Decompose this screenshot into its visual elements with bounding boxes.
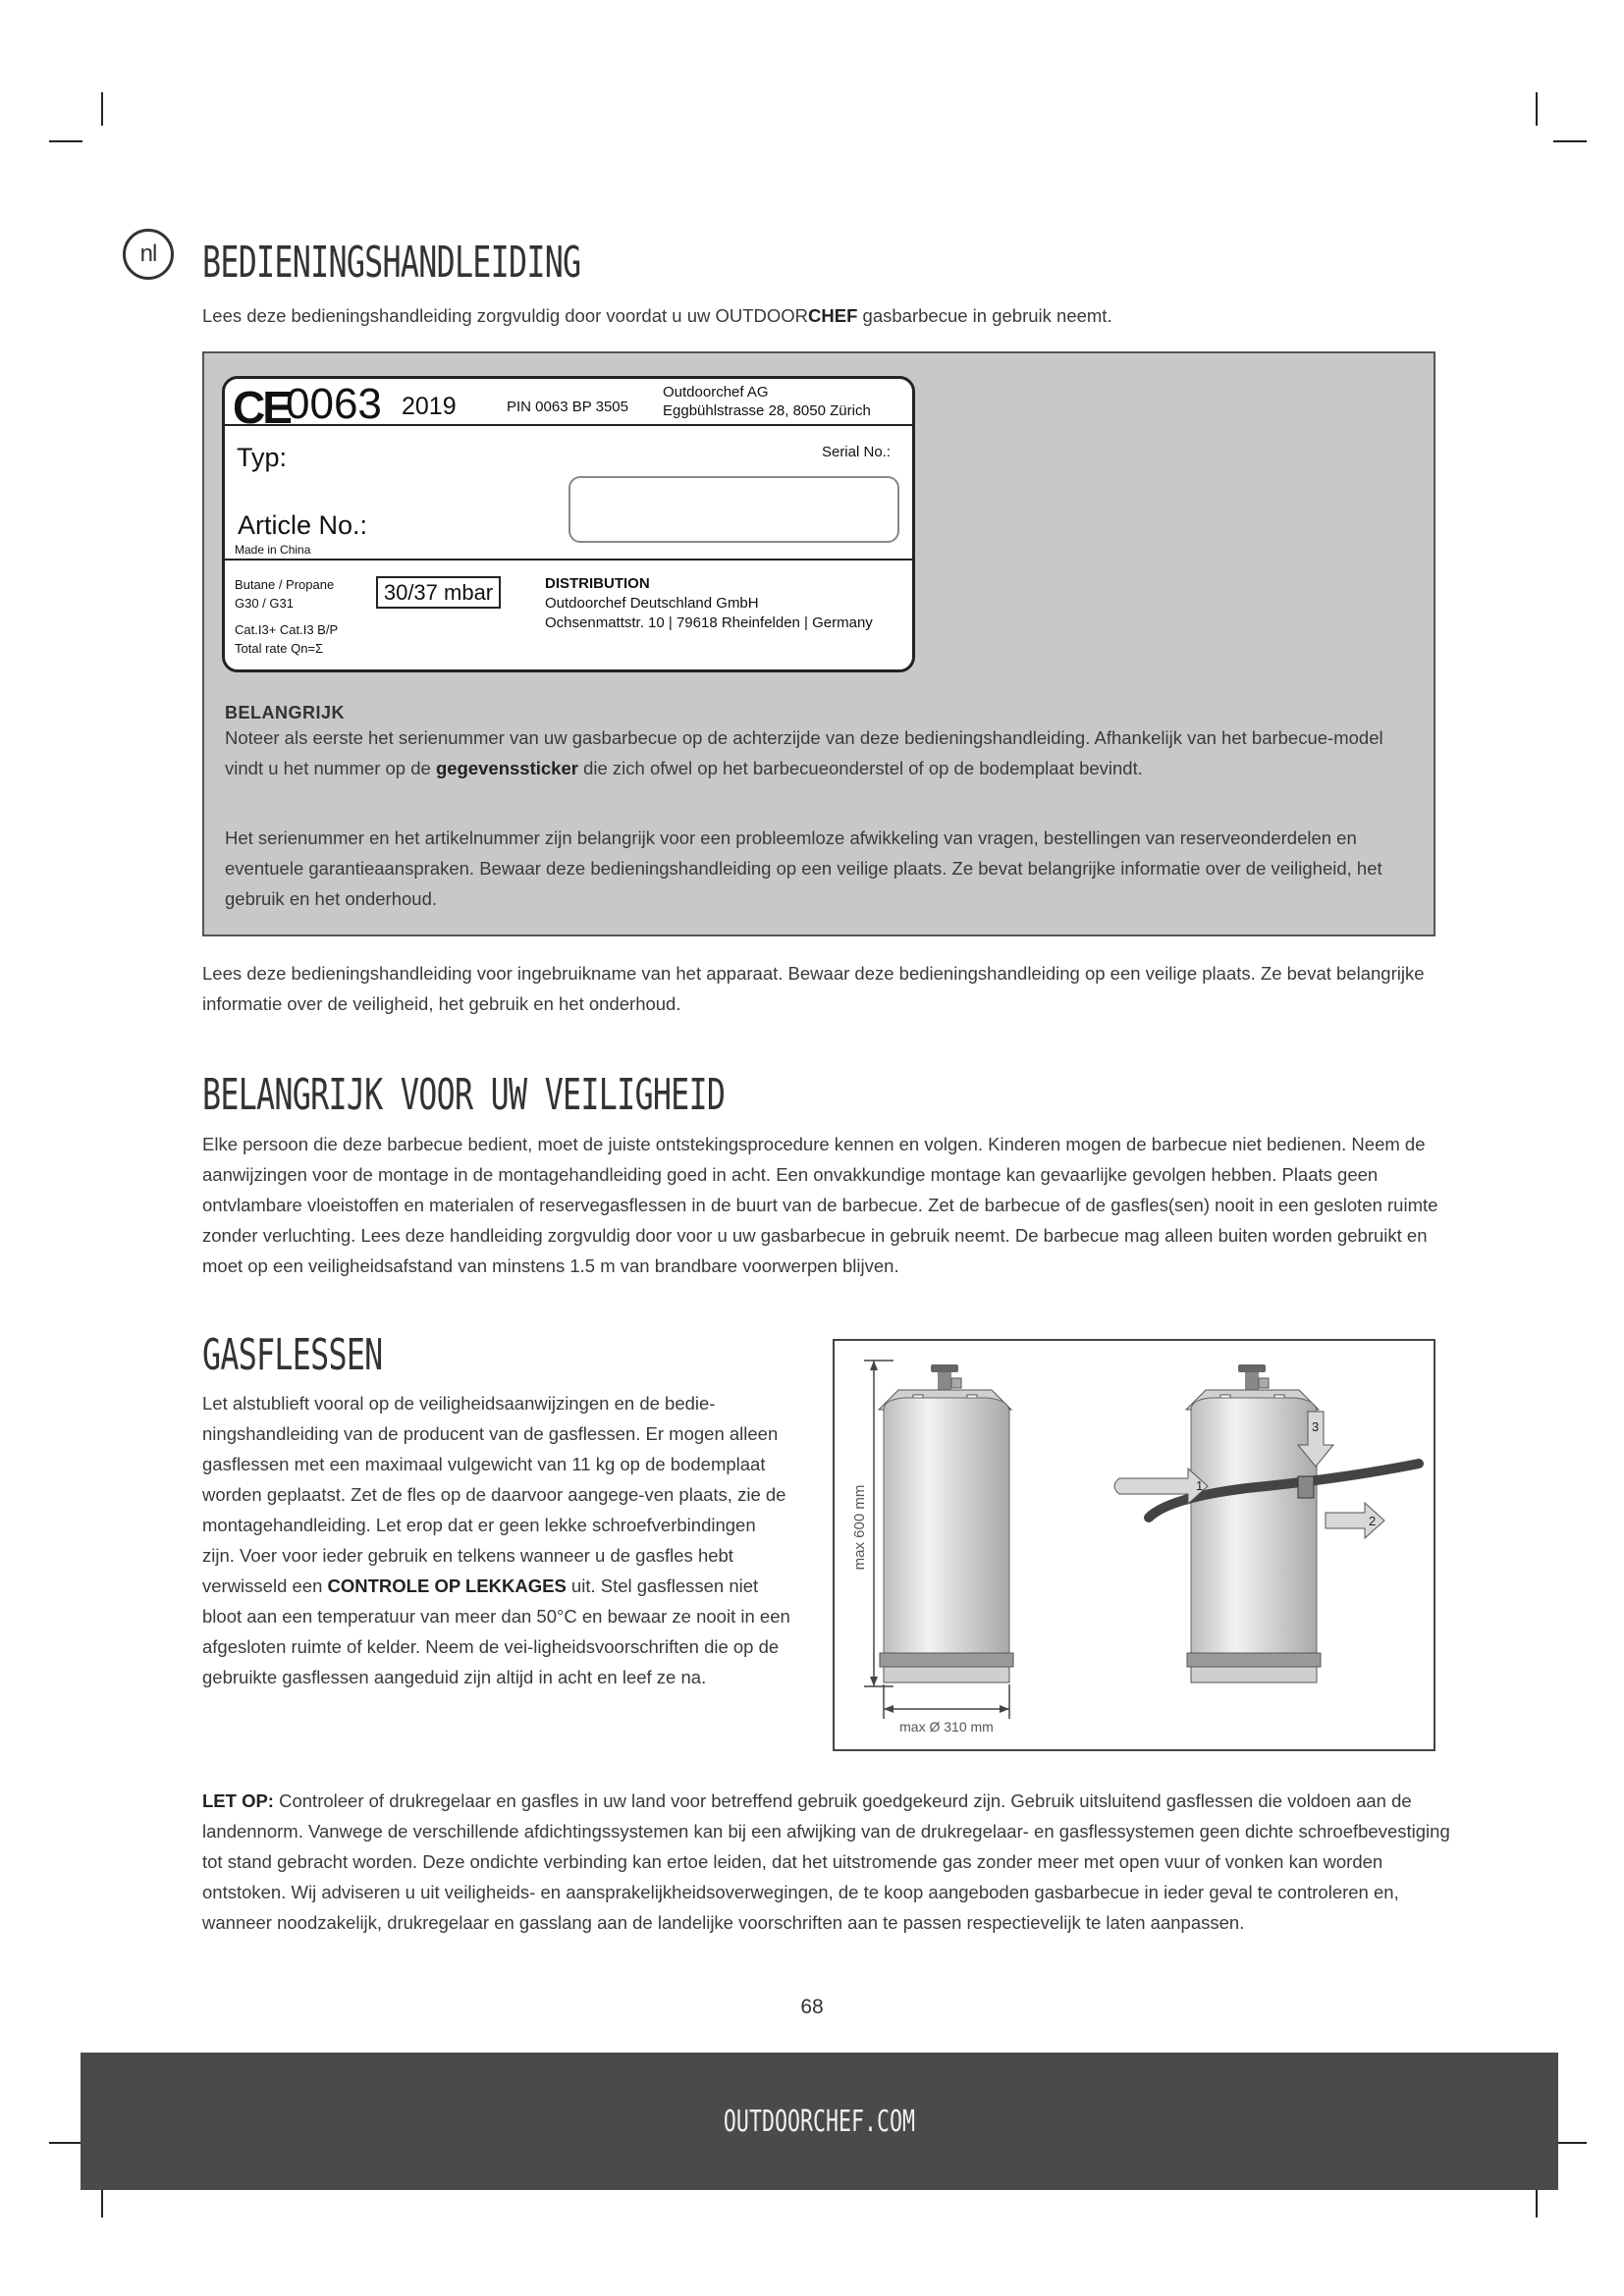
- read-manual-text: Lees deze bedieningshandleiding voor ingebruikname van het apparaat. Bewaar deze bedieningshandleiding op een veilige plaats. Ze bevat belangrijke informatie over de veiligheid, het gebruik en het onderhoud.: [202, 963, 1425, 1014]
- made-in: Made in China: [235, 543, 311, 557]
- crop-mark: [49, 140, 82, 142]
- important-paragraph-2: Het serienummer en het artikelnummer zijn belangrijk voor een probleemloze afwikkeling van vragen, bestellingen van reserveonderdelen en eventuele garantieaanspraken. Bewaar deze bedieningshandleiding op een veilige plaats. Ze bevat belangrijke informatie over de veiligheid, het gebruik en het onderhoud.: [225, 828, 1382, 909]
- serial-number-field: [568, 476, 899, 543]
- safety-text: Elke persoon die deze barbecue bedient, moet de juiste ontstekingsprocedure kennen en volgen. Kinderen mogen de barbecue niet bedienen. Neem de aanwijzingen voor de montage in de montagehandleiding goed in acht. Een onvakkundige montage kan gevaarlijke gevolgen hebben. Plaats geen ontvlambare vloeistoffen en materialen of reservegasflessen in de buurt van de barbecue. Zet de barbecue of de gasfles(sen) nooit in een gesloten ruimte zonder verluchting. Lees deze handleiding zorgvuldig door voor u uw gasbarbecue in gebruik neemt. De barbecue mag alleen buiten worden gebruikt en moet op een veiligheidsafstand van minstens 1.5 m van brandbare voorwerpen blijven.: [202, 1134, 1438, 1276]
- category: Cat.I3+ Cat.I3 B/P: [235, 622, 339, 637]
- crop-mark: [101, 92, 103, 126]
- distribution-address: Ochsenmattstr. 10 | 79618 Rheinfelden | Germany: [545, 614, 873, 631]
- step-3: 3: [1312, 1419, 1320, 1434]
- label-divider: [225, 559, 912, 561]
- gas-bottle-right: [1114, 1364, 1419, 1682]
- important-paragraph-1: Noteer als eerste het serienummer van uw gasbarbecue op de achterzijde van deze bedieningshandleiding. Afhankelijk van het barbecue-model vindt u het nummer op de gegevenssticker die zich ofwel op het barbecueonderstel of op de bodemplaat bevindt.: [225, 727, 1383, 778]
- page-title: BEDIENINGSHANDLEIDING: [202, 238, 581, 288]
- gas-bottle-illustration: [835, 1341, 1434, 1749]
- label-year: 2019: [402, 393, 457, 420]
- crop-mark: [49, 2142, 82, 2144]
- gas-type: Butane / Propane: [235, 577, 335, 592]
- safety-heading: BELANGRIJK VOOR UW VEILIGHEID: [202, 1070, 726, 1120]
- manufacturer-name: Outdoorchef AG: [663, 384, 769, 400]
- page-number: 68: [800, 1996, 824, 2018]
- gas-bottles-heading: GASFLESSEN: [202, 1330, 383, 1380]
- language-badge: [123, 229, 174, 280]
- gas-category: [235, 620, 338, 658]
- footer-url: OUTDOORCHEF.COM: [723, 2104, 916, 2139]
- distribution-name: Outdoorchef Deutschland GmbH: [545, 595, 759, 612]
- gas-bottle-left: [879, 1364, 1013, 1682]
- pressure-box: 30/37 mbar: [376, 576, 501, 609]
- typ-label: Typ:: [237, 443, 288, 472]
- label-pin: PIN 0063 BP 3505: [507, 399, 628, 415]
- gas-bottle-figure: [833, 1339, 1435, 1751]
- step-1: 1: [1196, 1478, 1204, 1493]
- diameter-label: max Ø 310 mm: [899, 1719, 994, 1735]
- diameter-dimension: [884, 1684, 1009, 1735]
- total-rate: Total rate Qn=Σ: [235, 641, 324, 656]
- distribution: [545, 574, 873, 633]
- serial-label: Serial No.:: [821, 444, 891, 460]
- language-code: nl: [139, 240, 157, 267]
- gas-bottles-text: Let alstublieft vooral op de veiligheidsaanwijzingen en de bedie-ningshandleiding van de producent van de gasflessen. Er mogen alleen gasflessen met een maximaal vulgewicht van 11 kg op de bodemplaat worden geplaatst. Zet de fles op de daarvoor aangege-ven plaats, zie de montagehandleiding. Let erop dat er geen lekke schroefverbindingen zijn. Voer voor ieder gebruik en telkens wanneer u de gasfles hebt verwisseld een CONTROLE OP LEKKAGES uit. Stel gasflessen niet bloot aan een temperatuur van meer dan 50°C en bewaar ze nooit in een afgesloten ruimte of kelder. Neem de vei-ligheidsvoorschriften die op de gebruikte gasflessen aangeduid zijn altijd in acht en leef ze na.: [202, 1393, 790, 1687]
- manufacturer: [663, 383, 871, 420]
- article-label: Article No.:: [238, 510, 368, 540]
- important-title: BELANGRIJK: [225, 703, 346, 722]
- ce-mark: CE: [233, 382, 290, 433]
- ce-number: 0063: [286, 380, 382, 428]
- height-label: max 600 mm: [851, 1484, 868, 1571]
- crop-mark: [1536, 92, 1538, 126]
- crop-mark: [1553, 140, 1587, 142]
- gas-codes: G30 / G31: [235, 596, 294, 611]
- intro-text: Lees deze bedieningshandleiding zorgvuldig door voordat u uw OUTDOORCHEF gasbarbecue in gebruik neemt.: [202, 305, 1112, 326]
- rating-label-plate: [222, 376, 915, 672]
- manufacturer-address: Eggbühlstrasse 28, 8050 Zürich: [663, 402, 871, 419]
- crop-mark: [1553, 2142, 1587, 2144]
- gas-info: [235, 575, 334, 613]
- step-2: 2: [1369, 1514, 1377, 1528]
- distribution-title: DISTRIBUTION: [545, 575, 650, 592]
- footer-bar: [81, 2053, 1558, 2190]
- let-op-text: LET OP: Controleer of drukregelaar en gasfles in uw land voor betreffend gebruik goedgekeurd zijn. Gebruik uitsluitend gasflessen die voldoen aan de landennorm. Vanwege de verschillende afdichtingssystemen kan bij een afwijking van de drukregelaar- en gasflessystemen geen dichte schroefbevestiging tot stand gebracht worden. Deze ondichte verbinding kan ertoe leiden, dat het uitstromende gas zonder meer met open vuur of vonken kan worden ontstoken. Wij adviseren u uit veiligheids- en aansprakelijkheidsoverwegingen, de te koop aangeboden gasbarbecue in ieder geval te controleren en, wanneer noodzakelijk, drukregelaar en gasslang aan de landelijke voorschriften aan te passen respectievelijk te laten aanpassen.: [202, 1790, 1450, 1933]
